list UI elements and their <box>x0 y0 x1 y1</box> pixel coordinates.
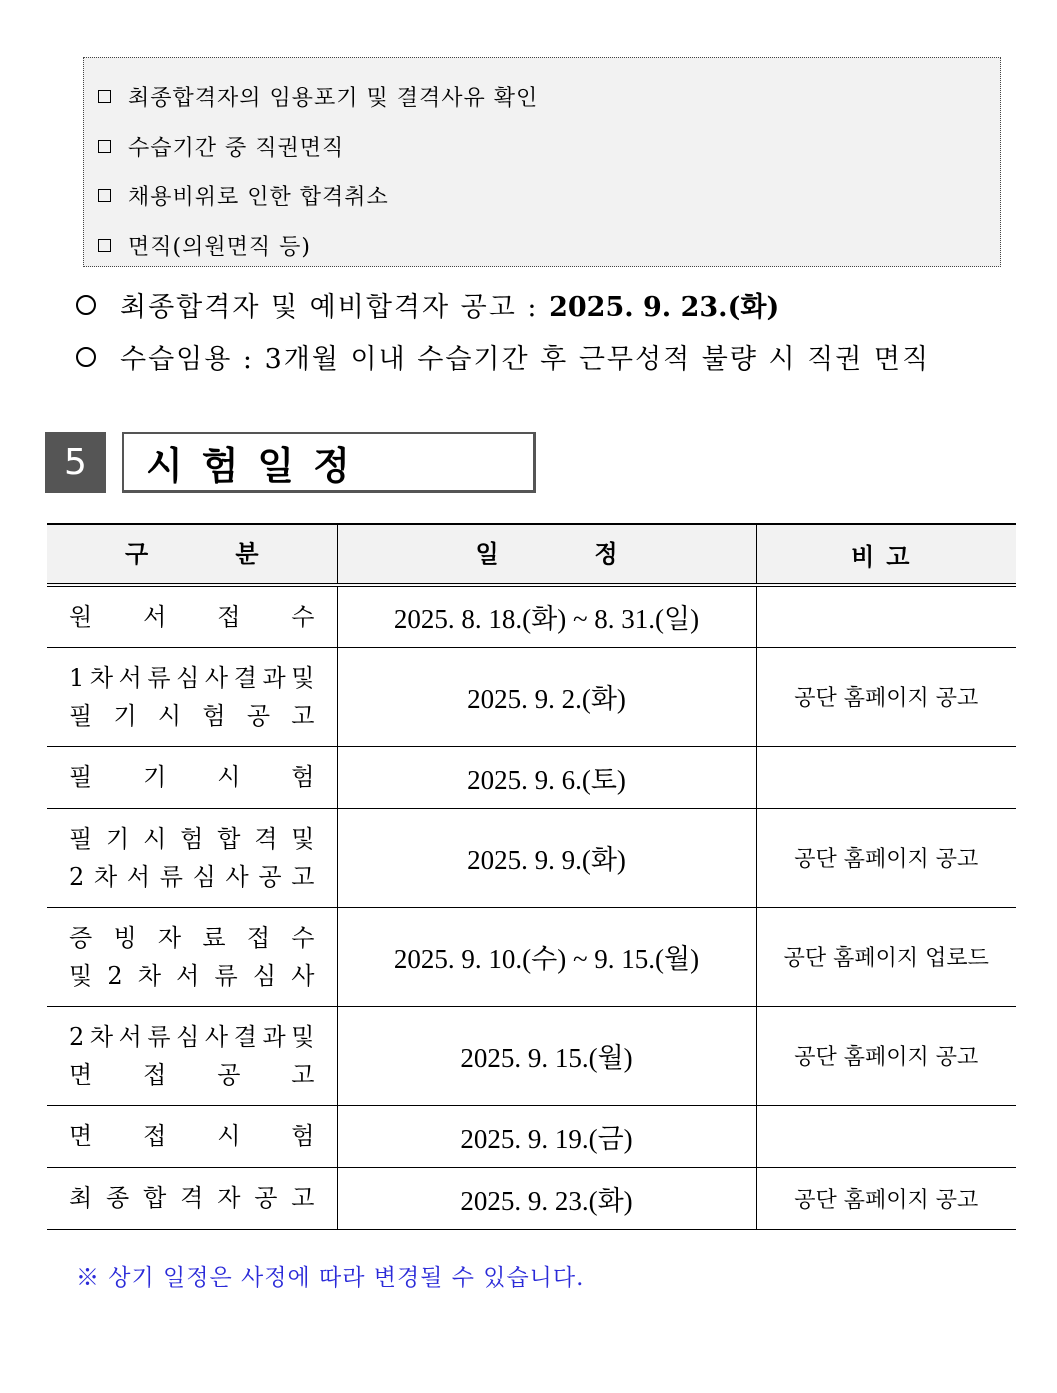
row-category <box>47 1105 337 1167</box>
header-category: 구 분 <box>47 524 337 585</box>
row-category <box>47 1167 337 1229</box>
box-item-text: 수습기간 중 직권면직 <box>128 135 345 161</box>
row-note: 공단 홈페이지 업로드 <box>756 907 1016 1006</box>
header-schedule: 일 정 <box>337 524 756 585</box>
square-bullet-icon <box>98 90 111 103</box>
square-bullet-icon <box>98 140 111 153</box>
bullet-final-announcement <box>76 285 779 324</box>
row-date: 2025. 9. 2.(화) <box>337 647 756 746</box>
table-row <box>47 746 1016 808</box>
table-row <box>47 647 1016 746</box>
row-date: 2025. 8. 18.(화) ~ 8. 31.(일) <box>337 585 756 647</box>
category-line: 필 기 시 험 공 고 <box>69 701 315 730</box>
section-title: 시험일정 <box>122 432 536 493</box>
category-line: 필 기 시 험 <box>69 763 315 791</box>
table-row <box>47 1105 1016 1167</box>
box-item <box>84 221 1000 271</box>
row-date: 2025. 9. 9.(화) <box>337 808 756 907</box>
category-line: 면 접 시 험 <box>69 1122 315 1150</box>
square-bullet-icon <box>98 189 111 202</box>
header-note: 비고 <box>756 524 1016 585</box>
table-row <box>47 585 1016 647</box>
row-category <box>47 746 337 808</box>
table-header-row <box>47 524 1016 585</box>
circle-bullet-icon <box>76 295 96 315</box>
box-item-text: 채용비위로 인한 합격취소 <box>128 185 389 211</box>
category-line: 최 종 합 격 자 공 고 <box>69 1184 315 1212</box>
row-note <box>756 746 1016 808</box>
box-item <box>84 171 1000 221</box>
box-item-text: 최종합격자의 임용포기 및 결격사유 확인 <box>128 86 539 112</box>
category-line: 증 빙 자 료 접 수 <box>69 923 315 952</box>
row-category <box>47 1006 337 1105</box>
row-category <box>47 907 337 1006</box>
table-row <box>47 907 1016 1006</box>
category-line: 및 2 차 서 류 심 사 <box>69 961 315 990</box>
table-row <box>47 1167 1016 1229</box>
row-category <box>47 647 337 746</box>
box-item <box>84 122 1000 172</box>
footnote: ※ 상기 일정은 사정에 따라 변경될 수 있습니다. <box>76 1265 585 1291</box>
table-row <box>47 808 1016 907</box>
row-date: 2025. 9. 19.(금) <box>337 1105 756 1167</box>
bullet-probation <box>76 337 930 376</box>
schedule-table <box>47 523 1016 1230</box>
box-item <box>84 72 1000 122</box>
row-date: 2025. 9. 10.(수) ~ 9. 15.(월) <box>337 907 756 1006</box>
circle-bullet-icon <box>76 347 96 367</box>
section-number: 5 <box>45 432 106 493</box>
row-date: 2025. 9. 23.(화) <box>337 1167 756 1229</box>
row-note: 공단 홈페이지 공고 <box>756 1167 1016 1229</box>
category-line: 원 서 접 수 <box>69 602 315 631</box>
row-date: 2025. 9. 6.(토) <box>337 746 756 808</box>
bullet-text: 수습임용 : 3개월 이내 수습기간 후 근무성적 불량 시 직권 면직 <box>120 344 931 375</box>
row-note <box>756 1105 1016 1167</box>
row-date: 2025. 9. 15.(월) <box>337 1006 756 1105</box>
bullet-text: 최종합격자 및 예비합격자 공고 : <box>120 292 550 323</box>
bullet-date: 2025. 9. 23.(화) <box>549 292 780 323</box>
row-note <box>756 585 1016 647</box>
row-category <box>47 585 337 647</box>
row-note: 공단 홈페이지 공고 <box>756 808 1016 907</box>
category-line: 2 차 서 류 심 사 공 고 <box>69 862 315 891</box>
row-category <box>47 808 337 907</box>
row-note: 공단 홈페이지 공고 <box>756 1006 1016 1105</box>
category-line: 1 차 서 류 심 사 결 과 및 <box>69 663 315 692</box>
category-line: 필 기 시 험 합 격 및 <box>69 824 315 853</box>
category-line: 면 접 공 고 <box>69 1060 315 1089</box>
box-item-text: 면직(의원면직 등) <box>128 234 311 260</box>
square-bullet-icon <box>98 239 111 252</box>
category-line: 2 차 서 류 심 사 결 과 및 <box>69 1022 315 1051</box>
disqualification-box <box>83 57 1001 267</box>
row-note: 공단 홈페이지 공고 <box>756 647 1016 746</box>
table-row <box>47 1006 1016 1105</box>
